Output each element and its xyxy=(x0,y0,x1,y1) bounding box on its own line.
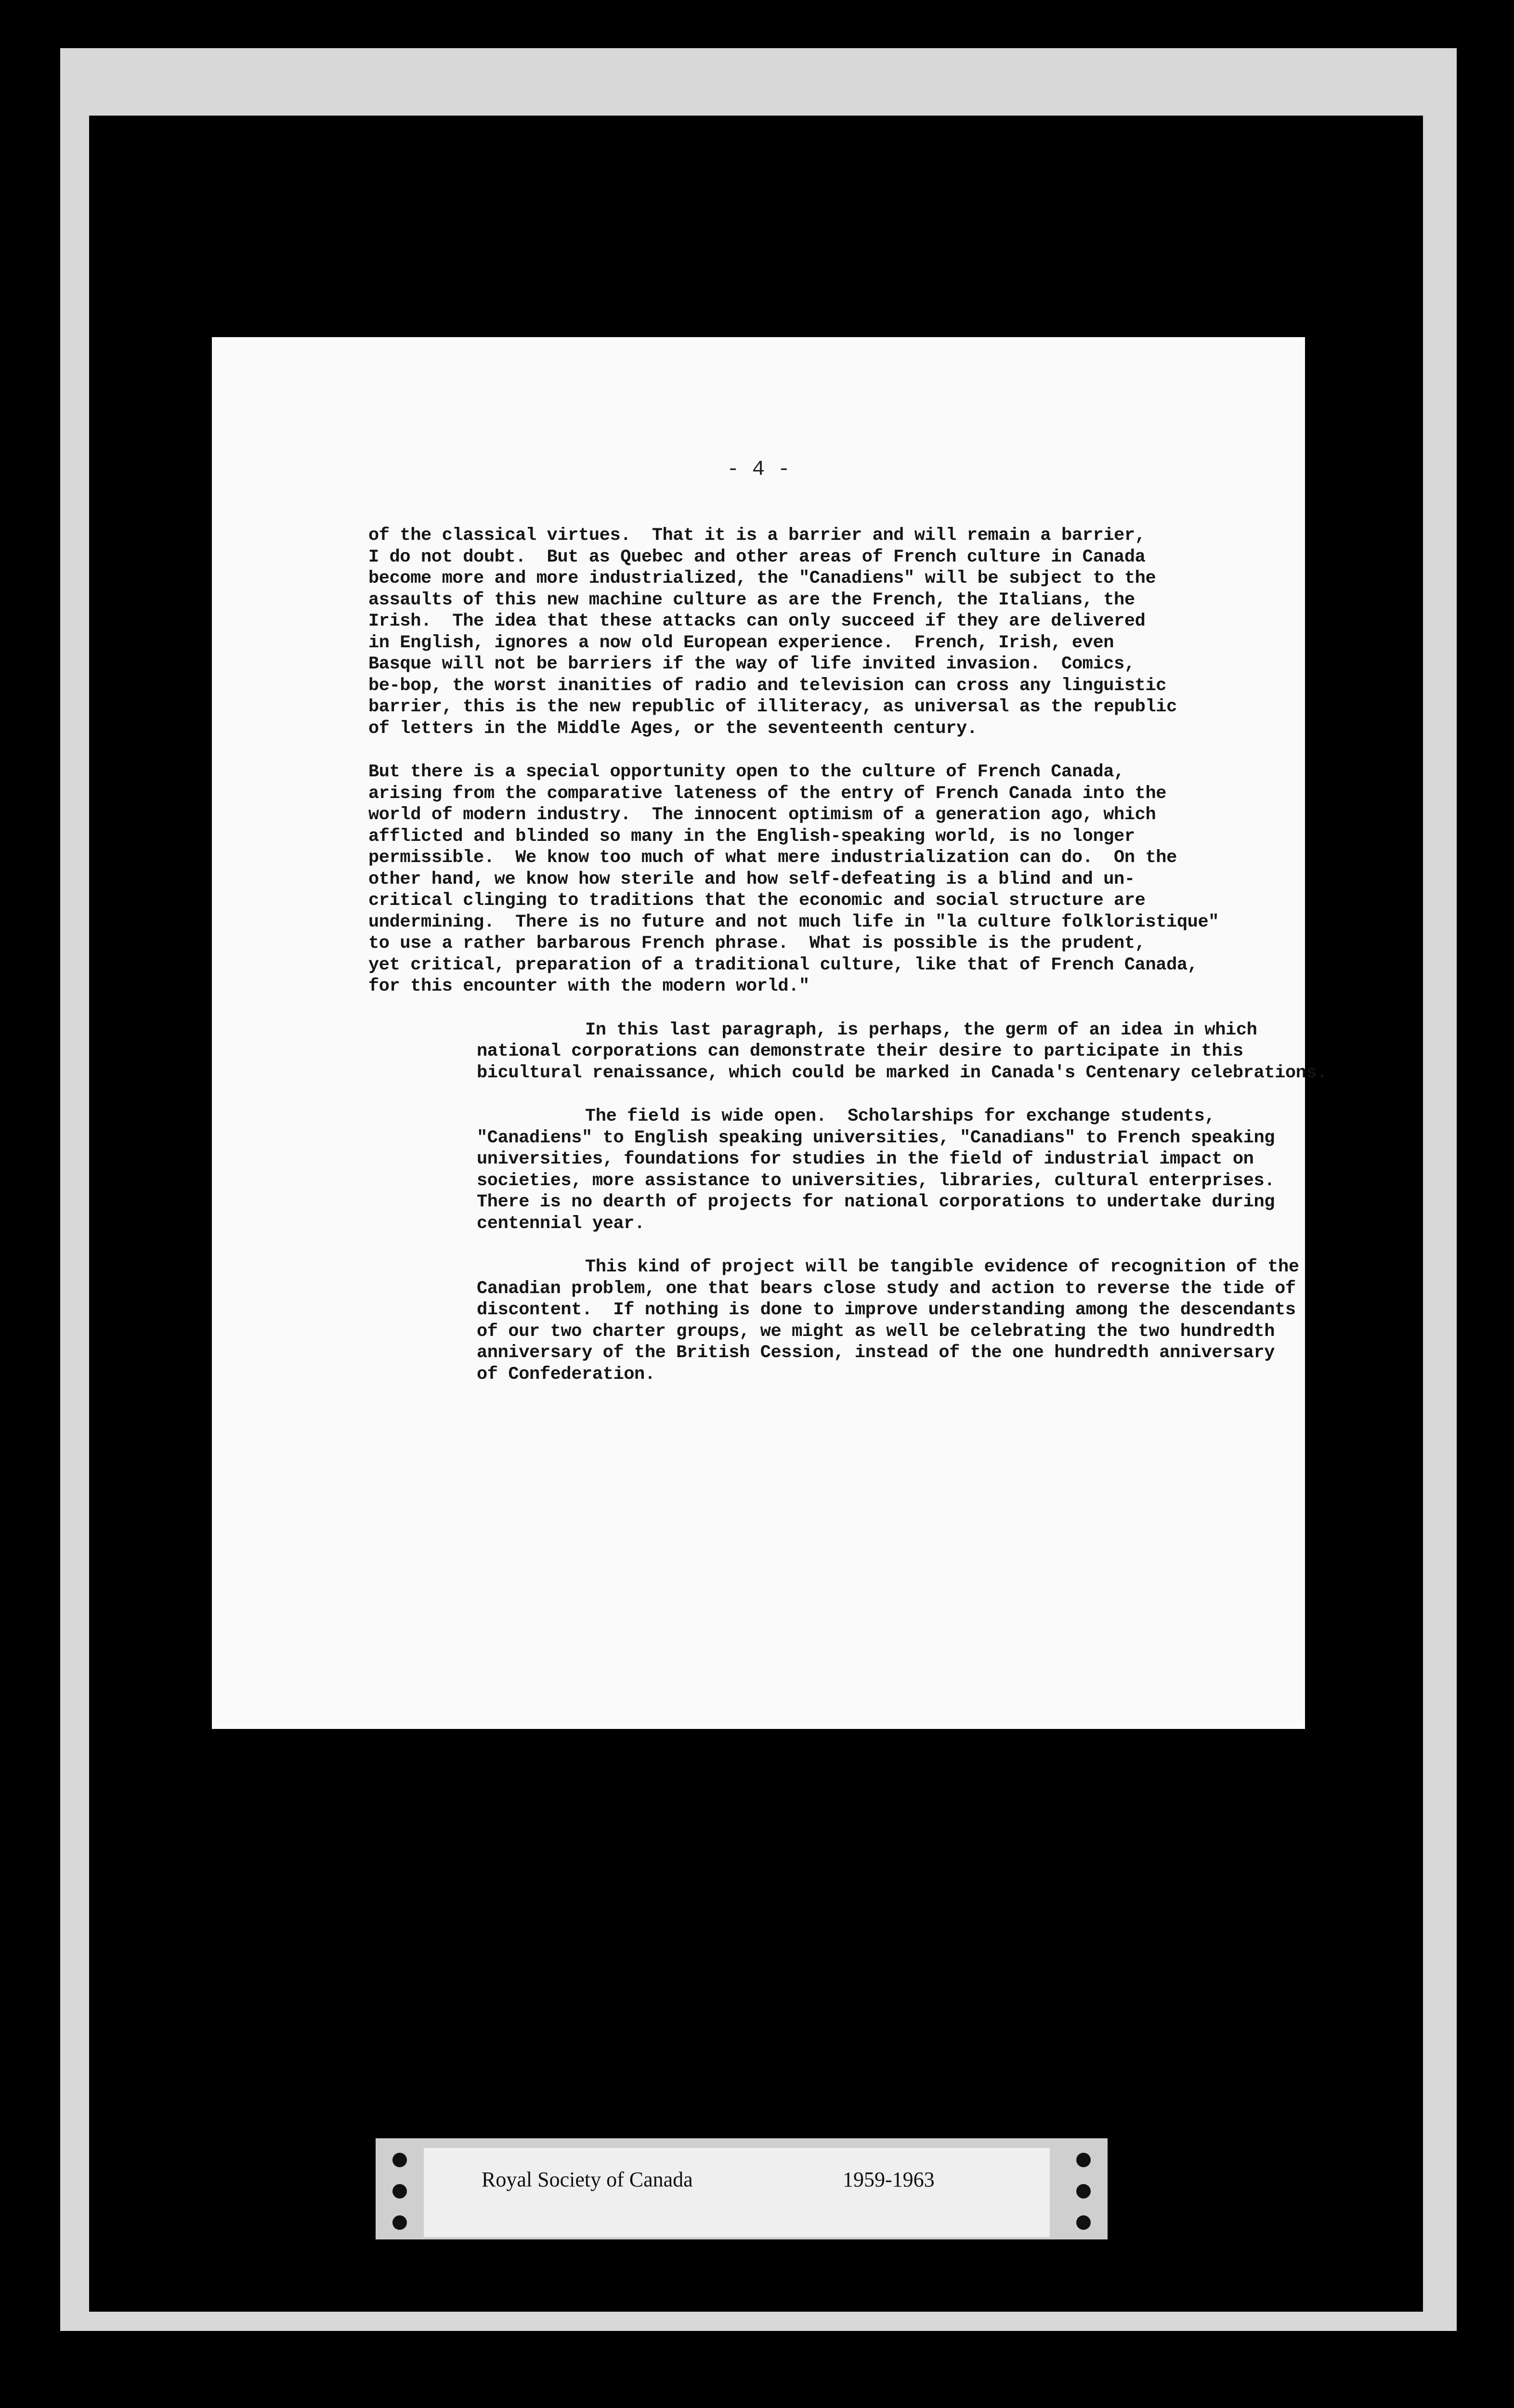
paragraph xyxy=(368,761,1298,997)
archive-label-card xyxy=(424,2148,1050,2237)
document-page xyxy=(212,337,1328,1729)
text-line: other hand, we know how sterile and how self-defeating is a blind and un- xyxy=(368,869,1135,890)
film-hole xyxy=(392,2184,407,2199)
text-line: national corporations can demonstrate their desire to participate in this xyxy=(477,1041,1243,1061)
text-line: In this last paragraph, is perhaps, the germ of an idea in which xyxy=(585,1020,1257,1040)
text-line: afflicted and blinded so many in the English-speaking world, is no longer xyxy=(368,826,1135,847)
film-hole xyxy=(1076,2215,1091,2230)
text-line: There is no dearth of projects for national corporations to undertake during xyxy=(477,1192,1275,1212)
text-line: societies, more assistance to universities, libraries, cultural enterprises. xyxy=(477,1170,1275,1191)
film-hole xyxy=(1076,2153,1091,2167)
paragraph xyxy=(368,1020,1328,1084)
text-line: This kind of project will be tangible evidence of recognition of the xyxy=(585,1257,1299,1277)
text-line: critical clinging to traditions that the economic and social structure are xyxy=(368,890,1146,911)
text-line: I do not doubt. But as Quebec and other areas of French culture in Canada xyxy=(368,547,1146,567)
text-line: barrier, this is the new republic of illiteracy, as universal as the republic xyxy=(368,697,1177,717)
paragraph xyxy=(368,525,1298,739)
text-line: anniversary of the British Cession, instead of the one hundredth anniversary xyxy=(477,1343,1275,1363)
text-line: world of modern industry. The innocent optimism of a generation ago, which xyxy=(368,805,1156,825)
text-line: discontent. If nothing is done to improve understanding among the descendants xyxy=(477,1300,1296,1320)
archive-label-strip xyxy=(376,2138,1108,2239)
text-line: centennial year. xyxy=(477,1213,645,1234)
document-body xyxy=(368,525,1328,1407)
text-line: be-bop, the worst inanities of radio and television can cross any linguistic xyxy=(368,675,1167,696)
paragraph xyxy=(368,1256,1298,1385)
film-hole xyxy=(392,2215,407,2230)
text-line: yet critical, preparation of a traditional culture, like that of French Canada, xyxy=(368,955,1198,975)
page-number: - 4 - xyxy=(726,458,791,482)
text-line: undermining. There is no future and not much life in "la culture folkloristique" xyxy=(368,912,1219,932)
text-line: in English, ignores a now old European experience. French, Irish, even xyxy=(368,632,1114,653)
text-line: to use a rather barbarous French phrase. What is possible is the prudent, xyxy=(368,933,1146,954)
text-line: arising from the comparative lateness of the entry of French Canada into the xyxy=(368,783,1167,804)
text-line: Canadian problem, one that bears close study and action to reverse the tide of xyxy=(477,1278,1296,1299)
text-line: of Confederation. xyxy=(477,1364,655,1385)
text-line: But there is a special opportunity open to the culture of French Canada, xyxy=(368,762,1124,782)
text-line: universities, foundations for studies in the field of industrial impact on xyxy=(477,1149,1254,1169)
text-line: permissible. We know too much of what mere industrialization can do. On the xyxy=(368,848,1177,868)
film-hole xyxy=(1076,2184,1091,2199)
text-line: assaults of this new machine culture as are the French, the Italians, the xyxy=(368,589,1135,610)
text-line: "Canadiens" to English speaking universities, "Canadians" to French speaking xyxy=(477,1127,1275,1148)
text-line: Irish. The idea that these attacks can only succeed if they are delivered xyxy=(368,611,1146,631)
text-line: of the classical virtues. That it is a barrier and will remain a barrier, xyxy=(368,525,1146,546)
film-hole xyxy=(392,2153,407,2167)
text-line: bicultural renaissance, which could be marked in Canada's Centenary celebrations. xyxy=(477,1062,1328,1083)
text-line: of letters in the Middle Ages, or the seventeenth century. xyxy=(368,718,978,739)
text-line: for this encounter with the modern world." xyxy=(368,976,809,996)
text-line: become more and more industrialized, the "Canadiens" will be subject to the xyxy=(368,568,1156,589)
text-line: The field is wide open. Scholarships for exchange students, xyxy=(585,1106,1215,1126)
archive-label-title: Royal Society of Canada xyxy=(482,2168,693,2191)
text-line: Basque will not be barriers if the way of life invited invasion. Comics, xyxy=(368,654,1135,674)
paragraph xyxy=(368,1106,1298,1234)
archive-label-years: 1959-1963 xyxy=(843,2168,935,2191)
text-line: of our two charter groups, we might as well be celebrating the two hundredth xyxy=(477,1321,1275,1342)
